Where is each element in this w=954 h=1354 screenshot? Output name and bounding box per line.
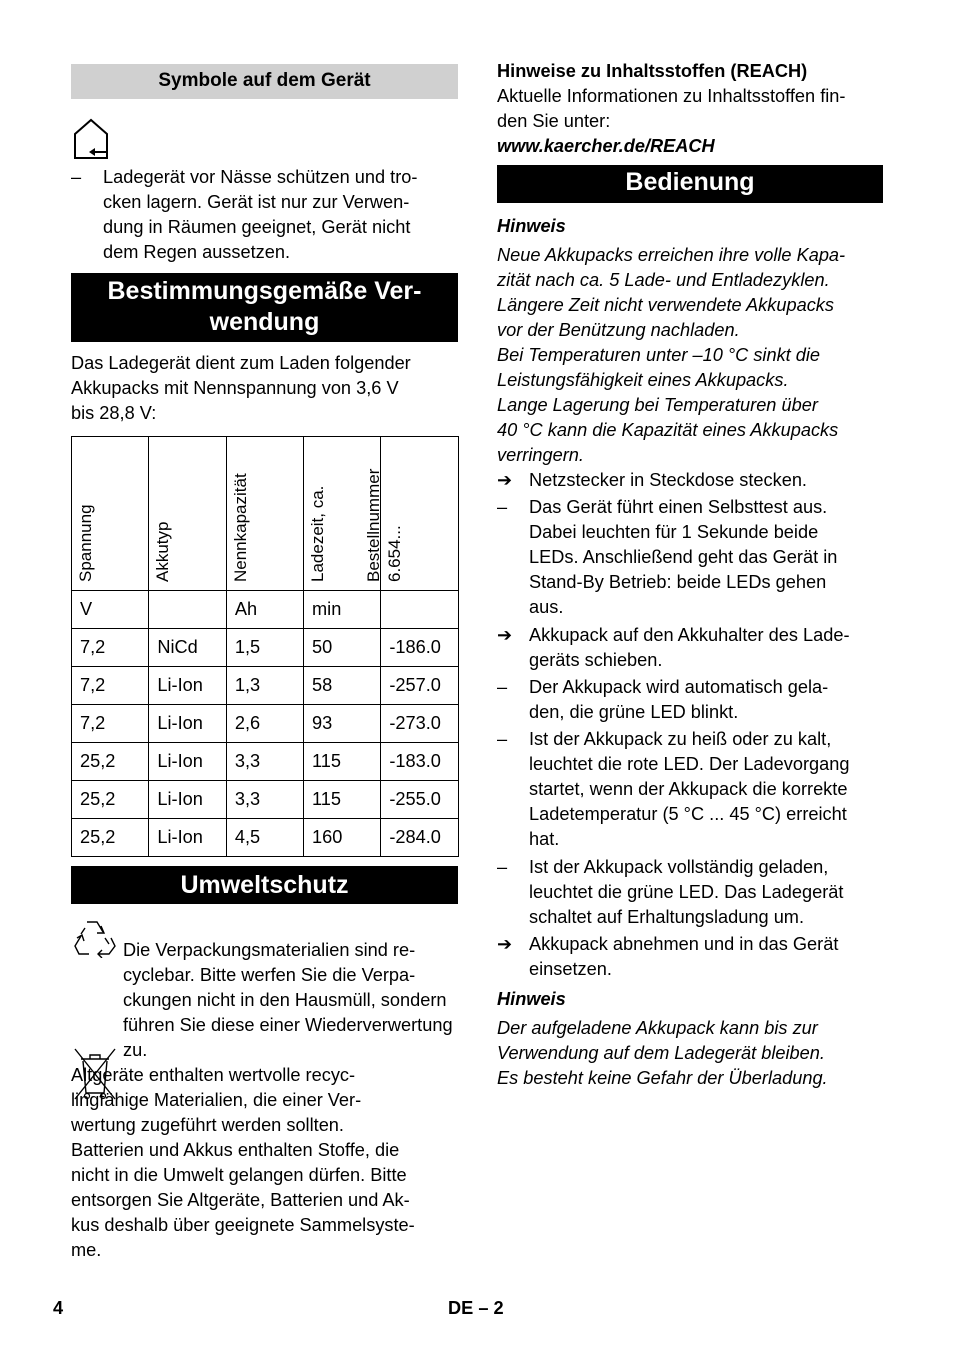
table-cell: -186.0 xyxy=(381,629,459,667)
table-cell: 25,2 xyxy=(72,743,149,781)
reach-text: Aktuelle Informationen zu Inhaltsstoffen fin- den Sie unter: xyxy=(497,86,846,131)
table-cell: NiCd xyxy=(149,629,226,667)
dash-marker: – xyxy=(497,857,508,877)
table-units-row xyxy=(72,591,459,629)
table-cell: 2,6 xyxy=(226,705,303,743)
table-cell: 115 xyxy=(304,781,381,819)
section-label: DE – 2 xyxy=(448,1298,504,1318)
table-cell: 25,2 xyxy=(72,819,149,857)
step-text: Ist der Akkupack zu heiß oder zu kalt, leuchtet die rote LED. Der Ladevorgang startet, wenn der Akkupack die korrekte Ladetemperatur (5 °C ... 45 °C) erreicht hat. xyxy=(529,729,850,849)
header-ladezeit: Ladezeit, ca. xyxy=(308,485,328,582)
step-item xyxy=(497,727,887,852)
table-cell: 160 xyxy=(304,819,381,857)
table-cell: 93 xyxy=(304,705,381,743)
step-text: Akkupack abnehmen und in das Gerät einsetzen. xyxy=(529,934,839,979)
hinweis-1-text: Neue Akkupacks erreichen ihre volle Kapa- zität nach ca. 5 Lade- und Entladezyklen. Längere Zeit nicht verwendete Akkupacks vor der Benützung nachladen. Bei Temperaturen unter –10 °C sinkt die Leistungsfähigkeit eines Akkupacks. Lange Lagerung bei Temperaturen über 40 °C kann die Kapazität eines Akkupacks verringern. xyxy=(497,245,846,465)
usage-text: Das Ladegerät dient zum Laden folgender Akkupacks mit Nennspannung von 3,6 V bis 28,8 V: xyxy=(71,353,411,423)
table-cell: -257.0 xyxy=(381,667,459,705)
table-cell: 7,2 xyxy=(72,667,149,705)
header-akkutyp: Akkutyp xyxy=(153,521,173,582)
recycle-icon xyxy=(73,918,117,958)
table-row xyxy=(72,743,459,781)
table-cell: Li-Ion xyxy=(149,705,226,743)
table-cell: -255.0 xyxy=(381,781,459,819)
table-cell: Li-Ion xyxy=(149,781,226,819)
step-item xyxy=(497,623,887,673)
dash-marker: – xyxy=(497,497,508,517)
table-cell: 1,5 xyxy=(226,629,303,667)
table-cell: 115 xyxy=(304,743,381,781)
step-item xyxy=(497,468,887,493)
table-row xyxy=(72,781,459,819)
table-cell: 3,3 xyxy=(226,743,303,781)
table-cell xyxy=(149,591,226,629)
step-item xyxy=(497,495,887,620)
table-cell: 25,2 xyxy=(72,781,149,819)
dash-marker: – xyxy=(71,167,82,187)
indoor-use-icon xyxy=(73,118,113,160)
arrow-icon: ➔ xyxy=(497,934,513,954)
symbol-text: Ladegerät vor Nässe schützen und tro- cken lagern. Gerät ist nur zur Verwen- dung in Räumen geeignet, Gerät nicht dem Regen aussetzen. xyxy=(103,167,418,262)
table-cell: -284.0 xyxy=(381,819,459,857)
arrow-icon: ➔ xyxy=(497,470,513,490)
table-cell: Li-Ion xyxy=(149,667,226,705)
table-row xyxy=(72,819,459,857)
reach-link[interactable]: www.kaercher.de/REACH xyxy=(497,136,715,156)
table-cell: 1,3 xyxy=(226,667,303,705)
environment-heading: Umweltschutz xyxy=(71,866,458,904)
hinweis-2-label: Hinweis xyxy=(497,989,566,1009)
table-cell: Ah xyxy=(226,591,303,629)
table-cell xyxy=(381,591,459,629)
header-bestellnummer: Bestellnummer 6.654... xyxy=(364,468,405,582)
table-cell: -183.0 xyxy=(381,743,459,781)
step-item xyxy=(497,675,887,725)
table-cell: min xyxy=(304,591,381,629)
table-cell: Li-Ion xyxy=(149,743,226,781)
table-cell: V xyxy=(72,591,149,629)
step-text: Netzstecker in Steckdose stecken. xyxy=(529,470,807,490)
hinweis-1-label: Hinweis xyxy=(497,216,566,236)
table-header-row xyxy=(72,437,459,591)
table-cell: 50 xyxy=(304,629,381,667)
table-row xyxy=(72,705,459,743)
table-row xyxy=(72,667,459,705)
table-cell: 3,3 xyxy=(226,781,303,819)
battery-table xyxy=(71,436,459,857)
table-cell: 7,2 xyxy=(72,629,149,667)
header-spannung: Spannung xyxy=(76,504,95,582)
step-item xyxy=(497,855,887,930)
table-cell: 4,5 xyxy=(226,819,303,857)
table-cell: 58 xyxy=(304,667,381,705)
reach-heading: Hinweise zu Inhaltsstoffen (REACH) xyxy=(497,61,808,81)
table-cell: -273.0 xyxy=(381,705,459,743)
step-text: Ist der Akkupack vollständig geladen, leuchtet die grüne LED. Das Ladegerät schaltet auf Erhaltungsladung um. xyxy=(529,857,844,927)
dash-marker: – xyxy=(497,677,508,697)
operation-heading: Bedienung xyxy=(497,165,883,203)
step-text: Das Gerät führt einen Selbsttest aus. Dabei leuchten für 1 Sekunde beide LEDs. Anschließend geht das Gerät in Stand-By Betrieb: beide LEDs gehen aus. xyxy=(529,497,838,617)
env-text-2: Altgeräte enthalten wertvolle recyc- lingfähige Materialien, die einer Ver- wertung zugeführt werden sollten. Batterien und Akkus enthalten Stoffe, die nicht in die Umwelt gelangen dürfen. Bitte entsorgen Sie Altgeräte, Batterien und Ak- kus deshalb über geeignete Sammelsyste- me. xyxy=(71,1065,415,1260)
page-number: 4 xyxy=(53,1298,64,1318)
usage-heading: Bestimmungsgemäße Ver- wendung xyxy=(71,273,458,342)
step-item xyxy=(497,932,887,982)
environment-text-disposal xyxy=(71,1038,463,1263)
table-row xyxy=(72,629,459,667)
dash-marker: – xyxy=(497,729,508,749)
symbol-description xyxy=(71,165,458,265)
symbols-heading: Symbole auf dem Gerät xyxy=(71,64,458,99)
step-text: Der Akkupack wird automatisch gela- den, die grüne LED blinkt. xyxy=(529,677,829,722)
hinweis-2-text: Der aufgeladene Akkupack kann bis zur Verwendung auf dem Ladegerät bleiben. Es besteht keine Gefahr der Überladung. xyxy=(497,1018,828,1088)
header-nennkapazitaet: Nennkapazität xyxy=(230,473,250,582)
env-text-1: Die Verpackungsmaterialien sind re- cyclebar. Bitte werfen Sie die Verpa- ckungen nicht in den Hausmüll, sondern führen Sie diese einer Wiederverwertung zu. xyxy=(123,940,453,1060)
step-text: Akkupack auf den Akkuhalter des Lade- geräts schieben. xyxy=(529,625,850,670)
table-cell: 7,2 xyxy=(72,705,149,743)
arrow-icon: ➔ xyxy=(497,625,513,645)
table-cell: Li-Ion xyxy=(149,819,226,857)
